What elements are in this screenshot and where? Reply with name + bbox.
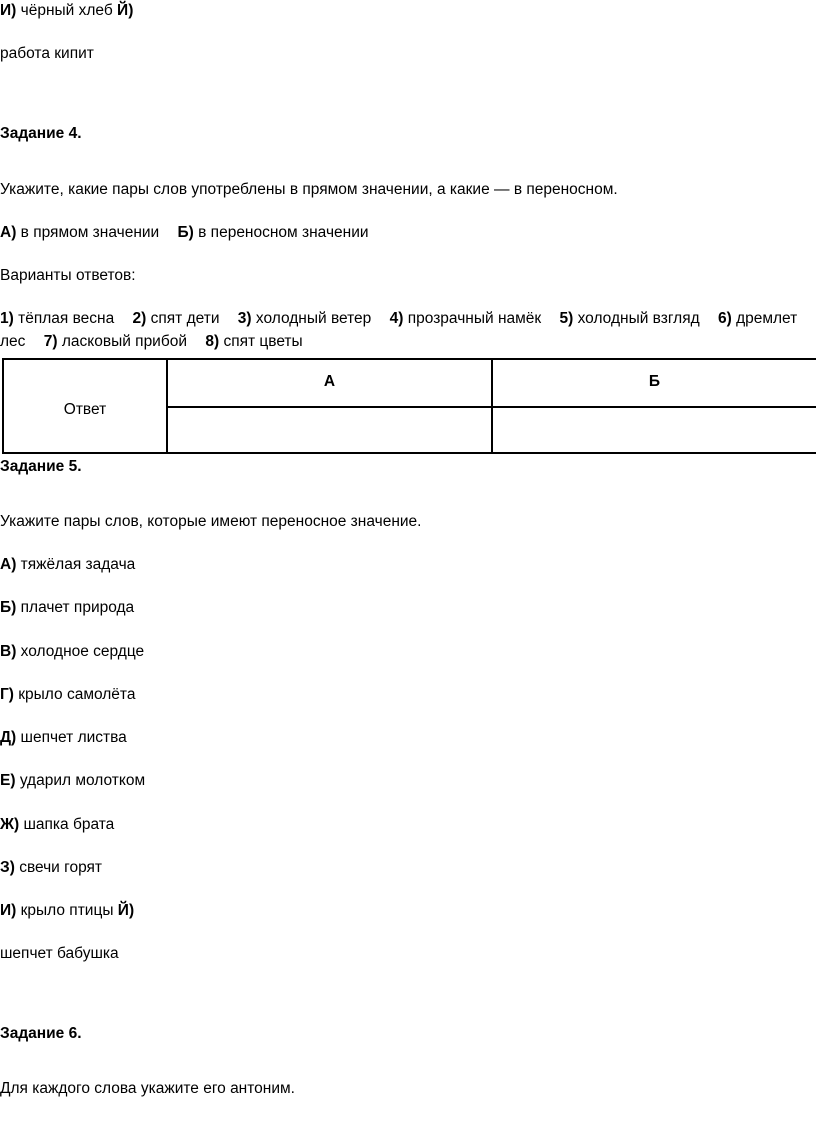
item-marker: Б) [0,599,17,616]
item-text: шепчет листва [20,729,127,746]
category-marker: А) [0,224,17,241]
option-text: прозрачный намёк [407,310,542,327]
task-title: Задание 6. [0,1025,82,1042]
options-line [0,332,303,352]
option-number: 6) [717,310,732,327]
task-instruction: Укажите, какие пары слов употреблены в прямом значении, а какие — в переносном. [0,181,618,198]
list-item [0,901,134,921]
item-marker: Й) [117,902,135,919]
list-item [0,555,135,575]
option-text: дремлет [736,310,798,327]
item-text: тяжёлая задача [20,556,136,573]
option-number: 4) [389,310,404,327]
list-item [0,728,127,748]
item-text: свечи горят [19,859,103,876]
item-text: чёрный хлеб [20,2,113,19]
list-item [0,598,134,618]
answer-table [2,358,816,454]
option-text: лес [0,333,26,350]
list-item [0,771,145,791]
option-number: 3) [237,310,252,327]
options-line [0,309,797,329]
item-text: ударил молотком [19,772,146,789]
category-line [0,223,369,243]
option-number: 7) [43,333,58,350]
option-text: ласковый прибой [61,333,188,350]
column-header-b: Б [648,373,661,390]
option-number: 1) [0,310,14,327]
answer-row-label: Ответ [63,401,107,418]
option-number: 5) [559,310,574,327]
variants-label: Варианты ответов: [0,267,136,284]
option-text: тёплая весна [18,310,115,327]
item-marker: Е) [0,772,16,789]
list-item [0,815,114,835]
category-marker: Б) [177,224,194,241]
option-text: холодный ветер [255,310,372,327]
list-item [0,858,102,878]
item-marker: Д) [0,729,17,746]
list-item [0,685,135,705]
category-text: в прямом значении [20,224,160,241]
item-text: шапка брата [23,816,115,833]
list-item [0,944,119,964]
item-marker: И) [0,902,17,919]
item-text: крыло самолёта [18,686,136,703]
item-text: крыло птицы [20,902,114,919]
item-text: плачет природа [20,599,135,616]
task-title: Задание 4. [0,125,82,142]
item-marker: З) [0,859,15,876]
item-marker: Ж) [0,816,20,833]
item-marker: И) [0,2,17,19]
task-title: Задание 5. [0,458,82,475]
item-marker: Г) [0,686,14,703]
category-text: в переносном значении [198,224,369,241]
option-number: 8) [205,333,220,350]
item-marker: Й) [117,2,134,19]
item-text: холодное сердце [20,643,145,660]
column-header-a: А [323,373,336,390]
answer-cell-a[interactable] [168,408,491,452]
option-text: спят цветы [223,333,303,350]
list-item [0,642,144,662]
item-text: шепчет бабушка [0,945,119,962]
option-number: 2) [132,310,147,327]
option-text: холодный взгляд [577,310,700,327]
list-item [0,44,94,64]
answer-cell-b[interactable] [493,408,816,452]
item-marker: А) [0,556,17,573]
task-instruction: Для каждого слова укажите его антоним. [0,1080,295,1097]
item-text: работа кипит [0,45,94,62]
option-text: спят дети [150,310,220,327]
item-marker: В) [0,643,17,660]
task-instruction: Укажите пары слов, которые имеют переносное значение. [0,513,422,530]
list-item [0,1,133,21]
